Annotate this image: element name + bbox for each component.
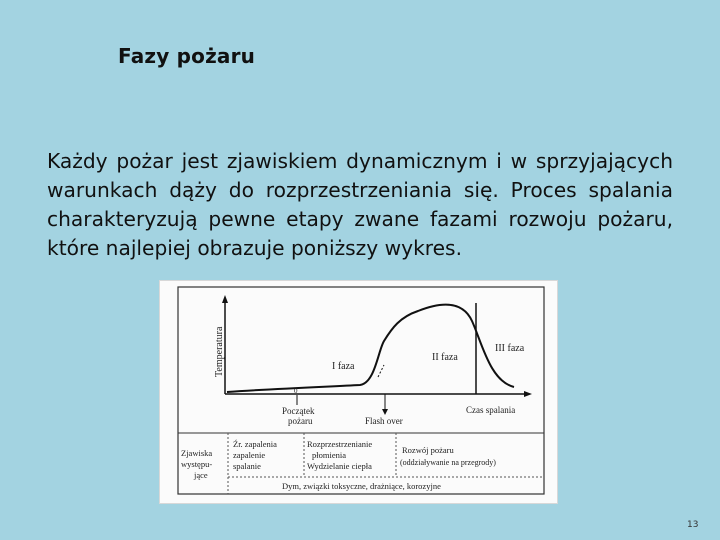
fire-phases-diagram — [160, 281, 557, 503]
table-col3-line1: Rozprzestrzenianie — [307, 439, 373, 449]
temperature-curve — [227, 305, 514, 392]
table-col4-line1: Rozwój pożaru — [402, 445, 454, 455]
phase-1-label: I faza — [332, 361, 355, 372]
slide-title: Fazy pożaru — [118, 44, 256, 68]
flashover-dash — [378, 365, 384, 377]
table-col3-line3: Wydzielanie ciepła — [307, 461, 372, 471]
y-axis-arrow — [222, 295, 228, 303]
table-col2-line2: zapalenie — [233, 450, 266, 460]
flashover-arrow — [382, 409, 388, 415]
table-col1-line2: występu- — [181, 459, 213, 469]
start-label-line1: Początek — [282, 406, 315, 416]
start-label-line2: pożaru — [288, 416, 313, 426]
y-axis-label: Temperatura — [214, 326, 225, 377]
phase-2-label: II faza — [432, 352, 458, 363]
table-col1-line1: Zjawiska — [181, 448, 213, 458]
origin-mark: 0 — [294, 387, 298, 395]
table-col2-line1: Źr. zapalenia — [233, 439, 277, 449]
page-number: 13 — [687, 520, 699, 530]
table-col3-line2: płomienia — [312, 450, 346, 460]
table-col4-line2: (oddziaływanie na przegrody) — [400, 458, 496, 467]
flashover-label: Flash over — [365, 416, 403, 426]
phase-3-label: III faza — [495, 343, 525, 354]
slide-body-text: Każdy pożar jest zjawiskiem dynamicznym i w sprzyjających warunkach dąży do rozprzestrzeniania się. Proces spalania charakteryzują pewne etapy zwane fazami rozwoju pożaru, które najlepiej obrazuje poniższy wykres. — [47, 149, 673, 260]
table-col1-line3: jące — [194, 470, 208, 480]
x-axis-arrow — [524, 391, 532, 397]
fire-phases-figure — [159, 280, 558, 504]
table-bottom-row: Dym, związki toksyczne, drażniące, korozyjne — [282, 481, 441, 491]
table-col2-line3: spalanie — [233, 461, 261, 471]
time-axis-label: Czas spalania — [466, 405, 516, 415]
